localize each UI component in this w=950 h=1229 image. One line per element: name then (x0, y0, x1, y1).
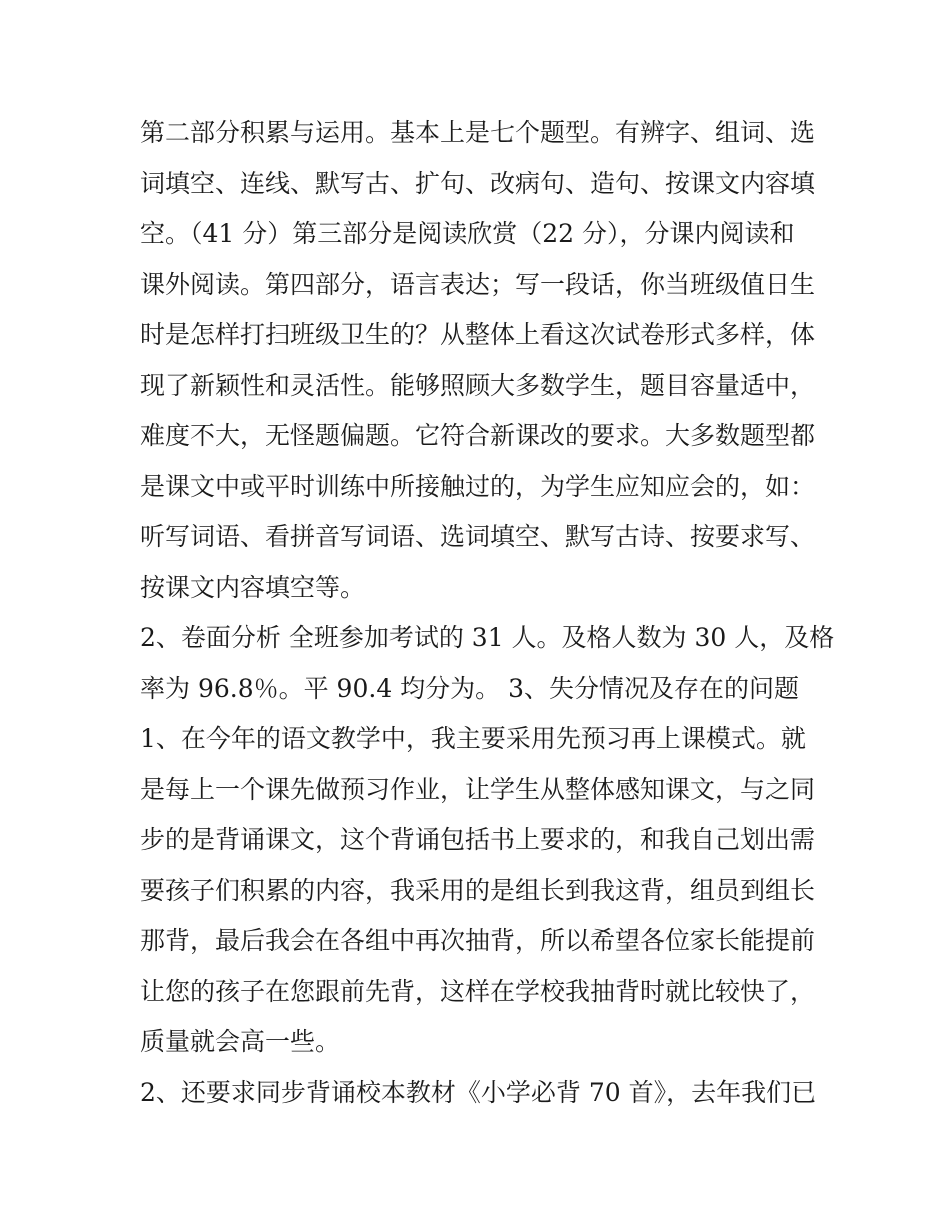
text-line: 第二部分积累与运用。基本上是七个题型。有辨字、组词、选 (140, 118, 816, 147)
text-line: 现了新颖性和灵活性。能够照顾大多数学生，题目容量适中， (140, 370, 816, 400)
text-line: 让您的孩子在您跟前先背，这样在学校我抽背时就比较快了， (140, 976, 816, 1006)
text-line: 率为 96.8％。平 90.4 均分为。 3、失分情况及存在的问题 (140, 673, 800, 703)
text-line: 词填空、连线、默写古、扩句、改病句、造句、按课文内容填 (140, 168, 816, 198)
text-line: 难度不大，无怪题偏题。它符合新课改的要求。大多数题型都 (140, 421, 816, 450)
text-line: 是课文中或平时训练中所接触过的，为学生应知应会的，如： (140, 471, 816, 501)
text-line: 空。（41 分）第三部分是阅读欣赏（22 分），分课内阅读和 (140, 219, 795, 248)
text-line: 1、在今年的语文教学中，我主要采用先预习再上课模式。就 (140, 724, 806, 753)
text-line: 质量就会高一些。 (140, 1027, 341, 1056)
text-line: 要孩子们积累的内容，我采用的是组长到我这背，组员到组长 (140, 875, 816, 905)
text-line: 2、还要求同步背诵校本教材《小学必背 70 首》，去年我们已 (140, 1077, 817, 1107)
text-line: 步的是背诵课文，这个背诵包括书上要求的，和我自己划出需 (140, 825, 816, 854)
text-line: 时是怎样打扫班级卫生的？从整体上看这次试卷形式多样，体 (140, 320, 816, 349)
text-line: 按课文内容填空等。 (140, 572, 366, 602)
text-line: 那背，最后我会在各组中再次抽背，所以希望各位家长能提前 (140, 926, 816, 955)
text-line: 听写词语、看拼音写词语、选词填空、默写古诗、按要求写、 (140, 522, 816, 551)
text-line: 是每上一个课先做预习作业，让学生从整体感知课文，与之同 (140, 774, 816, 804)
text-line: 课外阅读。第四部分，语言表达；写一段话，你当班级值日生 (140, 269, 816, 299)
document-body (140, 108, 835, 1118)
text-line: 2、卷面分析 全班参加考试的 31 人。及格人数为 30 人，及格 (140, 623, 835, 652)
